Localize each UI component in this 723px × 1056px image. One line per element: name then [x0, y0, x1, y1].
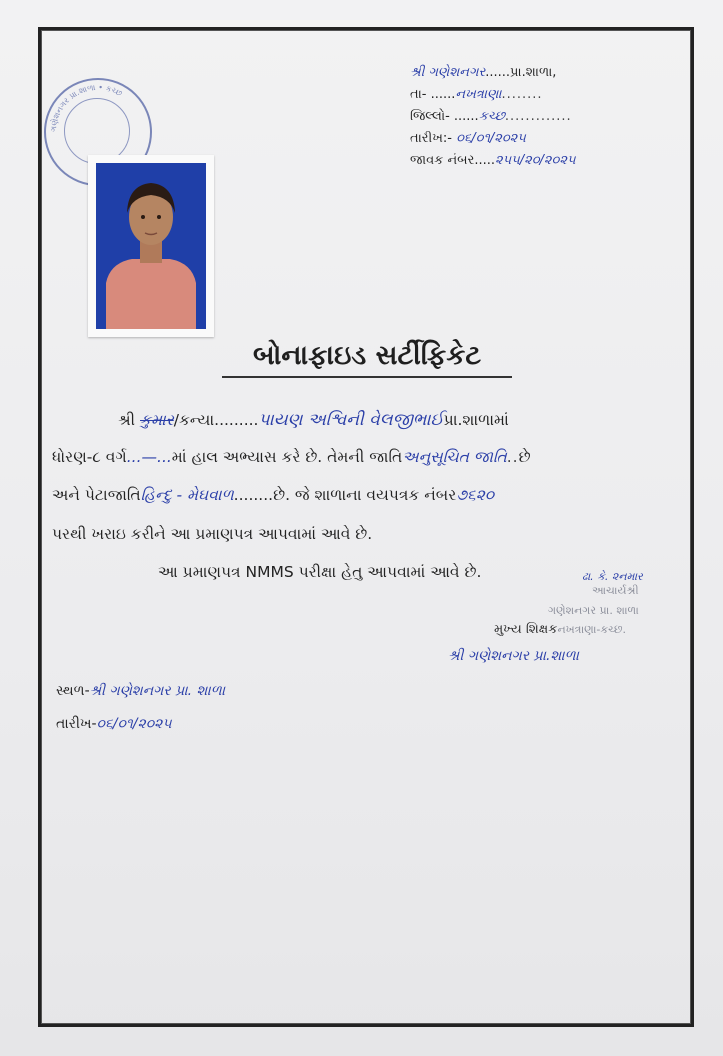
footer-date-line: તારીખ-૦૬/૦૧/૨૦૨૫	[56, 716, 172, 732]
outward-number: ૨૫૫/૨૦/૨૦૨૫	[494, 153, 576, 168]
principal-signature: ઢા. કે. ૨નમાર	[582, 570, 643, 583]
taluka-value: નખત્રાણા	[455, 87, 502, 102]
certificate-title: બોનાફાઇડ સર્ટીફિકેટ	[222, 340, 512, 378]
date-line: તારીખ:- ૦૬/૦૧/૨૦૨૫	[410, 131, 526, 146]
subcaste-value: હિન્દુ - મેઘવાળ	[140, 486, 234, 504]
place-value: શ્રી ગણેશનગર પ્રા. શાળા	[89, 683, 226, 699]
struck-word: કુમાર	[140, 411, 174, 429]
signature-school: શ્રી ગણેશનગર પ્રા.શાળા	[448, 648, 579, 664]
student-photo	[88, 155, 214, 337]
signature-role: મુખ્ય શિક્ષક	[494, 622, 558, 637]
taluka-line: તા- ......નખત્રાણા........	[410, 87, 543, 102]
body-line-1: શ્રી કુમાર/કન્યા.........પાયણ અશ્વિની વેલજીભાઈપ્રા.શાળામાં	[118, 410, 509, 430]
place-line: સ્થળ-શ્રી ગણેશનગર પ્રા. શાળા	[56, 683, 226, 699]
school-line: શ્રી ગણેશનગર......પ્રા.શાળા,	[410, 65, 557, 80]
signature-role-line	[494, 622, 626, 637]
header-block	[410, 62, 576, 172]
issue-date: ૦૬/૦૧/૨૦૨૫	[456, 131, 526, 146]
caste-value: અનુસૂચિત જાતિ	[402, 448, 507, 466]
outward-number-line: જાવક નંબર.....૨૫૫/૨૦/૨૦૨૫	[410, 153, 576, 168]
body-line-2: ધોરણ-૮ વર્ગ...—...માં હાલ અભ્યાસ કરે છે. તેમની જાતિઅનુસૂચિત જાતિ..છે	[52, 448, 531, 466]
stamp-role: આચાર્યશ્રી	[592, 584, 639, 597]
body-line-5: આ પ્રમાણપત્ર NMMS પરીક્ષા હેતુ આપવામાં આવે છે.	[158, 563, 482, 581]
class-value: ...—...	[126, 448, 172, 466]
footer-date: ૦૬/૦૧/૨૦૨૫	[96, 716, 172, 732]
body-line-4: પરથી ખરાઇ કરીને આ પ્રમાણપત્ર આપવામાં આવે છે.	[52, 525, 373, 543]
student-photo-image	[96, 163, 206, 329]
school-name: શ્રી ગણેશનગર	[410, 65, 486, 80]
student-name: પાયણ અશ્વિની વેલજીભાઈ	[258, 410, 444, 430]
district-line: જિલ્લો- ......કચ્છ.............	[410, 109, 572, 124]
svg-text:ગણેશનગર પ્રા.શાળા • કચ્છ: ગણેશનગર પ્રા.શાળા • કચ્છ	[48, 82, 124, 133]
body-line-3: અને પેટાજાતિહિન્દુ - મેઘવાળ........છે. જે શાળાના વયપત્રક નંબર૭૬૨૦	[52, 486, 495, 504]
stamp-place: નખત્રાણા-કચ્છ.	[557, 623, 627, 636]
stamp-school: ગણેશનગર પ્રા. શાળા	[548, 604, 639, 617]
district-value: કચ્છ	[478, 109, 505, 124]
register-number: ૭૬૨૦	[456, 486, 495, 504]
